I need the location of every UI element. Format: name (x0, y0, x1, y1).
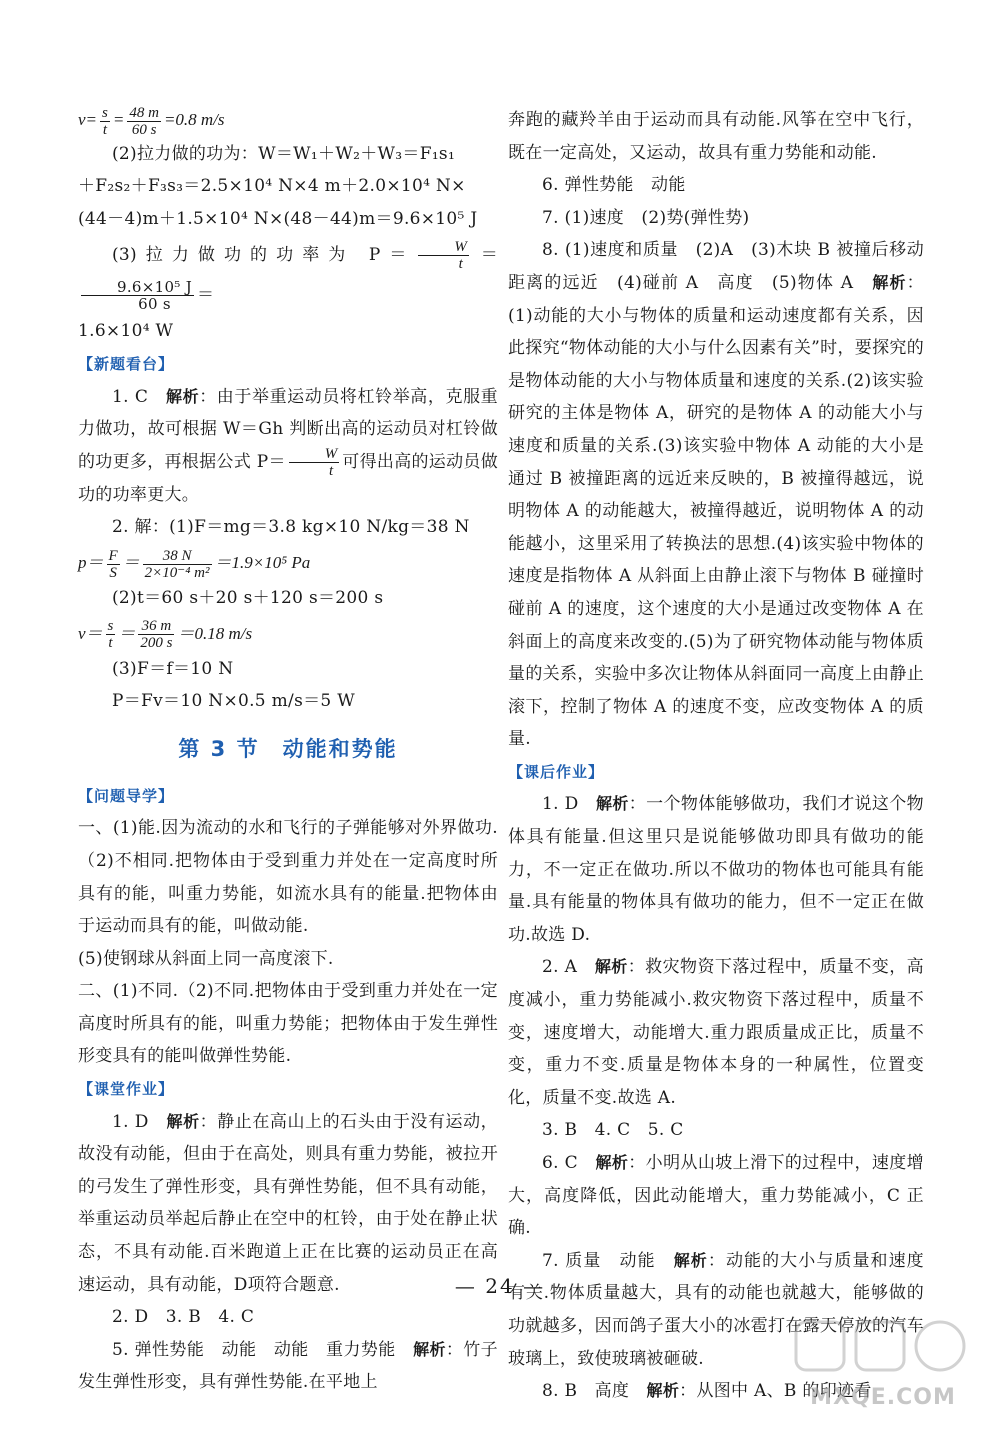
power-result: 1.6×10⁴ W (78, 321, 174, 342)
homework-answers-3-5: 3. B 4. C 5. C (542, 1120, 684, 1141)
answer-1: 1. C 解析：由于举重运动员将杠铃举高，克服重力做功，故可根据 W＝Gh 判断出高的运动员对杠铃做的功更多，再根据公式 P＝ $\frac{W}{t}$ 可得出高的运动员做功的功率更大。 (78, 386, 499, 505)
analysis-label: 解析 (646, 1381, 680, 1401)
answer-2-force: (3)F＝f＝10 N (112, 658, 234, 679)
work-line-1: (2)拉力做的功为：W＝W₁＋W₂＋W₃＝F₁s₁ (112, 143, 456, 164)
fraction: $\frac{\text{9.6×10⁵ J}}{60 s}$ (81, 279, 194, 312)
formula-velocity-2: v＝ $\frac{s}{t}$ ＝ $\frac{36 m}{200 s}$ ＝0.18 m/s (78, 618, 253, 652)
section-tag-homework: 【课后作业】 (508, 762, 605, 781)
class-answer-7: 7. (1)速度 (2)势(弹性势) (542, 207, 750, 228)
fraction: $\frac{W}{t}$ (289, 446, 340, 479)
watermark-url: MXQE.COM (810, 1385, 956, 1410)
guided-answer-1: 一、(1)能.因为流动的水和飞行的子弹能够对外界做功.（2)不相同.把物体由于受到重力并处在一定高度时所具有的能，叫重力势能，如流水具有的能量.把物体由于运动而具有的能，叫做动能. (78, 818, 498, 937)
class-answer-6: 6. 弹性势能 动能 (542, 175, 686, 196)
answer-2-time: (2)t＝60 s＋20 s＋120 s＝200 s (112, 587, 384, 608)
answer-2-line-1: 2. 解：(1)F＝mg＝3.8 kg×10 N/kg＝38 N (112, 517, 470, 538)
page-number: — 24 — (454, 1274, 546, 1298)
formula-pressure: p＝ $\frac{F}{S}$ ＝ $\frac{38 N}{\text{2×10⁻⁴ m²}}$ ＝1.9×10⁵ Pa (78, 547, 311, 581)
analysis-label: 解析 (673, 1250, 708, 1270)
fraction: $\frac{36 m}{200 s}$ (140, 618, 173, 652)
work-line-3: (44－4)m＋1.5×10⁴ N×(48－44)m＝9.6×10⁵ J (78, 208, 478, 229)
section-tag-class-work: 【课堂作业】 (78, 1080, 175, 1099)
fraction: $\frac{W}{t}$ (418, 239, 469, 272)
homework-answer-2: 2. A 解析：救灾物资下落过程中，质量不变，高度减小，重力势能减小.救灾物资下落过程中，质量不变，速度增大，动能增大.重力跟质量成正比，质量不变，重力不变.质量是物体本身的一种属性，位置变化，质量不变.故选 A. (508, 957, 924, 1108)
analysis-label: 解析 (166, 1111, 200, 1131)
class-answer-8: 8. (1)速度和质量 (2)A (3)木块 B 被撞后移动距离的远近 (4)碰前 A 高度 (5)物体 A 解析：(1)动能的大小与物体的质量和运动速度都有关系，因此探究“物体动能的大小与什么因素有关”时，要探究的是物体动能的大小与物体质量和速度的关系.(2)该实验研究的主体是物体 A，研究的是物体 A 的动能大小与速度和质量的关系.(3)该实验中物体 A 动能的大小是通过 B 被撞距离的远近来反映的，B 被撞得越远，说明物体 A 的动能越大，被撞得越近，说明物体 A 的动能越小，这里采用了转换法的思想.(4)该实验中物体的速度是指物体 A 从斜面上由静止滚下与物体 B 碰撞时碰前 A 的速度，这个速度的大小是通过改变物体 A 在斜面上的高度来改变的.(5)为了研究物体动能与物体质量的关系，实验中多次让物体从斜面同一高度上由静止滚下，控制了物体 A 的速度不变，应改变物体 A 的质量. (508, 240, 924, 750)
formula-power: (3)拉力做功的功率为 P＝ $\frac{W}{t}$ ＝ $\frac{\text{9.6×10⁵ J}}{60 s}$ ＝ (78, 235, 498, 315)
fraction: $\frac{38 N}{\text{2×10⁻⁴ m²}}$ (144, 547, 210, 581)
answer-2-power: P＝Fv＝10 N×0.5 m/s＝5 W (112, 691, 355, 712)
homework-answer-7: 7. 质量 动能 解析：动能的大小与质量和速度有关.物体质量越大，具有的动能也就越大，能够做的功就越多，因而鸽子蛋大小的冰雹打在露天停放的汽车玻璃上，致使玻璃被砸破. (508, 1250, 924, 1369)
homework-answer-1: 1. D 解析：一个物体能够做功，我们才说这个物体具有能量.但这里只是说能够做功即具有做功的能力，不一定正在做功.所以不做功的物体也可能具有能量.具有能量的物体具有做功的能力，但不一定正在做功.故选 D. (508, 794, 924, 945)
section-title: 第 3 节 动能和势能 (178, 736, 398, 761)
analysis-label: 解析 (166, 386, 200, 406)
class-answers-2-4: 2. D 3. B 4. C (112, 1307, 255, 1328)
class-answer-1: 1. D 解析：静止在高山上的石头由于没有运动，故没有动能，但由于在高处，则具有重力势能，被拉开的弓发生了弹性形变，具有弹性势能，但不具有动能，举重运动员举起后静止在空中的杠铃，由于处在静止状态，不具有动能.百米跑道上正在比赛的运动员正在高速运动，具有动能，D项符合题意. (78, 1111, 498, 1295)
formula-velocity-1: v= $\frac{s}{t}$ = $\frac{48 m}{60 s}$ =0.8 m/s (78, 104, 225, 138)
analysis-label: 解析 (872, 272, 907, 292)
analysis-label: 解析 (413, 1339, 446, 1359)
fraction: $\frac{F}{S}$ (108, 547, 118, 581)
guided-answer-1-5: (5)使钢球从斜面上同一高度滚下. (78, 948, 334, 969)
fraction: $\frac{s}{t}$ (107, 618, 114, 652)
analysis-label: 解析 (595, 794, 629, 814)
left-column (78, 104, 498, 1399)
guided-answer-2: 二、(1)不同.（2)不同.把物体由于受到重力并处在一定高度时所具有的能，叫重力势能；把物体由于发生弹性形变具有的能叫做弹性势能. (78, 981, 498, 1067)
watermark-logo (788, 1316, 978, 1416)
work-line-2: ＋F₂s₂＋F₃s₃＝2.5×10⁴ N×4 m＋2.0×10⁴ N× (78, 176, 466, 197)
section-tag-new-questions: 【新题看台】 (78, 354, 175, 373)
fraction: $\frac{s}{t}$ (102, 104, 108, 138)
fraction: $\frac{48 m}{60 s}$ (129, 104, 159, 138)
analysis-label: 解析 (595, 1153, 629, 1172)
analysis-label: 解析 (594, 957, 628, 977)
section-tag-guided-questions: 【问题导学】 (78, 786, 175, 805)
class-answer-5-cont: 奔跑的藏羚羊由于运动而具有动能.风筝在空中飞行，既在一定高处，又运动，故具有重力势能和动能. (508, 110, 924, 163)
right-column (508, 104, 924, 1408)
class-answer-5: 5. 弹性势能 动能 动能 重力势能 解析：竹子发生弹性形变，具有弹性势能.在平地上 (78, 1339, 498, 1393)
homework-answer-8: 8. B 高度 解析：从图中 A、B 的印迹看 (542, 1381, 872, 1402)
homework-answer-6: 6. C 解析：小明从山坡上滑下的过程中，速度增大，高度降低，因此动能增大，重力势能减小，C 正确. (508, 1153, 924, 1239)
